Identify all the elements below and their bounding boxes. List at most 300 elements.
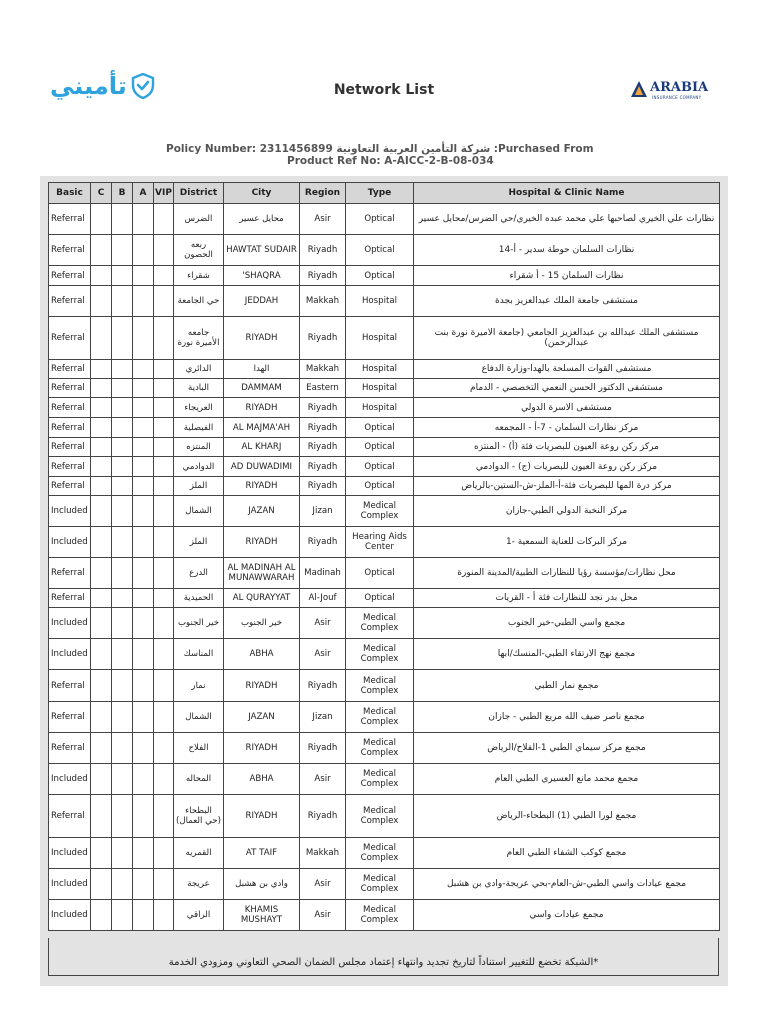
cell-b	[112, 764, 133, 795]
cell-a	[133, 838, 154, 869]
cell-city: RIYADH	[224, 733, 300, 764]
cell-hospital-name: مركز ركن روعة العيون للبصريات (ج) - الدوادمي	[414, 457, 720, 477]
cell-b	[112, 266, 133, 286]
cell-city: محايل عسير	[224, 204, 300, 235]
table-row	[49, 558, 720, 589]
cell-hospital-name: مجمع نمار الطبي	[414, 670, 720, 702]
col-b: B	[112, 183, 133, 204]
cell-district: الراقي	[174, 900, 224, 931]
table-row	[49, 457, 720, 477]
cell-vip	[154, 204, 174, 235]
cell-type: Optical	[346, 418, 414, 438]
cell-region: Riyadh	[300, 398, 346, 418]
cell-c	[91, 398, 112, 418]
cell-city: JAZAN	[224, 496, 300, 527]
cell-c	[91, 317, 112, 360]
cell-type: Optical	[346, 477, 414, 496]
cell-b	[112, 496, 133, 527]
cell-a	[133, 764, 154, 795]
cell-basic: Included	[49, 639, 91, 670]
cell-region: Asir	[300, 869, 346, 900]
cell-basic: Referral	[49, 317, 91, 360]
arabia-brand: ARABIA	[650, 80, 709, 95]
col-district: District	[174, 183, 224, 204]
cell-city: AL MADINAH AL MUNAWWARAH	[224, 558, 300, 589]
product-ref-line: Product Ref No: A-AICC-2-B-08-034	[287, 155, 494, 167]
cell-vip	[154, 702, 174, 733]
cell-hospital-name: مجمع عيادات واسي الطبي-ش-العام-بحي عريجة-وادي بن هشبل	[414, 869, 720, 900]
cell-district: الدوادمي	[174, 457, 224, 477]
table-row	[49, 204, 720, 235]
cell-region: Riyadh	[300, 235, 346, 266]
cell-a	[133, 379, 154, 398]
cell-district: الحميدية	[174, 589, 224, 608]
cell-hospital-name: محل نظارات/مؤسسة رؤيا للنظارات الطبية/المدينة المنورة	[414, 558, 720, 589]
cell-type: Optical	[346, 457, 414, 477]
cell-city: SHAQRA'	[224, 266, 300, 286]
cell-c	[91, 418, 112, 438]
cell-city: AL MAJMA'AH	[224, 418, 300, 438]
cell-region: Riyadh	[300, 733, 346, 764]
cell-c	[91, 477, 112, 496]
cell-district: الفيصلية	[174, 418, 224, 438]
cell-type: Hospital	[346, 317, 414, 360]
cell-basic: Referral	[49, 438, 91, 457]
cell-district: البطحاء (حي العمال)	[174, 795, 224, 838]
cell-c	[91, 457, 112, 477]
cell-a	[133, 558, 154, 589]
cell-district: جامعه الأميرة نورة	[174, 317, 224, 360]
cell-a	[133, 438, 154, 457]
table-row	[49, 266, 720, 286]
table-row	[49, 900, 720, 931]
cell-district: المحاله	[174, 764, 224, 795]
cell-type: Medical Complex	[346, 795, 414, 838]
table-row	[49, 733, 720, 764]
cell-type: Hospital	[346, 379, 414, 398]
cell-district: نمار	[174, 670, 224, 702]
cell-hospital-name: مجمع واسي الطبي-خير الجنوب	[414, 608, 720, 639]
cell-basic: Referral	[49, 558, 91, 589]
cell-type: Optical	[346, 438, 414, 457]
cell-b	[112, 286, 133, 317]
cell-c	[91, 235, 112, 266]
cell-basic: Included	[49, 869, 91, 900]
cell-hospital-name: مجمع نهج الارتقاء الطبي-المنسك/ابها	[414, 639, 720, 670]
table-row	[49, 670, 720, 702]
cell-hospital-name: محل بدر نجد للنظارات فئة أ - القريات	[414, 589, 720, 608]
cell-b	[112, 589, 133, 608]
table-row	[49, 379, 720, 398]
cell-c	[91, 266, 112, 286]
cell-a	[133, 418, 154, 438]
cell-basic: Referral	[49, 702, 91, 733]
cell-region: Asir	[300, 204, 346, 235]
cell-vip	[154, 235, 174, 266]
cell-vip	[154, 317, 174, 360]
cell-type: Hospital	[346, 398, 414, 418]
cell-basic: Referral	[49, 235, 91, 266]
table-row	[49, 838, 720, 869]
cell-c	[91, 764, 112, 795]
cell-region: Madinah	[300, 558, 346, 589]
cell-b	[112, 900, 133, 931]
cell-hospital-name: مركز البركات للعناية السمعية -1	[414, 527, 720, 558]
cell-city: HAWTAT SUDAIR	[224, 235, 300, 266]
cell-vip	[154, 266, 174, 286]
table-row	[49, 235, 720, 266]
cell-vip	[154, 398, 174, 418]
cell-district: الشمال	[174, 496, 224, 527]
cell-hospital-name: مركز ركن روعة العيون للبصريات فئة (أ) - المنتزه	[414, 438, 720, 457]
cell-basic: Referral	[49, 286, 91, 317]
cell-vip	[154, 457, 174, 477]
cell-region: Riyadh	[300, 477, 346, 496]
cell-vip	[154, 527, 174, 558]
cell-basic: Referral	[49, 457, 91, 477]
cell-city: JAZAN	[224, 702, 300, 733]
table-header-row	[49, 183, 720, 204]
cell-region: Riyadh	[300, 317, 346, 360]
cell-vip	[154, 608, 174, 639]
table-row	[49, 418, 720, 438]
cell-vip	[154, 795, 174, 838]
col-vip: VIP	[154, 183, 174, 204]
cell-city: AL QURAYYAT	[224, 589, 300, 608]
cell-district: الملز	[174, 527, 224, 558]
cell-hospital-name: مستشفى القوات المسلحة بالهدا-وزارة الدفاع	[414, 360, 720, 379]
cell-basic: Referral	[49, 733, 91, 764]
arabia-logo	[630, 80, 720, 100]
cell-district: الدرع	[174, 558, 224, 589]
table-row	[49, 398, 720, 418]
cell-city: KHAMIS MUSHAYT	[224, 900, 300, 931]
cell-c	[91, 702, 112, 733]
table-row	[49, 438, 720, 457]
cell-basic: Included	[49, 496, 91, 527]
cell-a	[133, 317, 154, 360]
cell-vip	[154, 900, 174, 931]
cell-hospital-name: مجمع عيادات واسي	[414, 900, 720, 931]
table-row	[49, 477, 720, 496]
cell-hospital-name: مجمع مركز سيماي الطبي 1-الفلاح/الرياض	[414, 733, 720, 764]
cell-district: شقراء	[174, 266, 224, 286]
cell-type: Hospital	[346, 360, 414, 379]
cell-region: Riyadh	[300, 527, 346, 558]
cell-vip	[154, 438, 174, 457]
arabia-sub: INSURANCE COMPANY	[652, 95, 702, 100]
cell-city: RIYADH	[224, 317, 300, 360]
cell-vip	[154, 764, 174, 795]
cell-a	[133, 670, 154, 702]
table-row	[49, 286, 720, 317]
col-basic: Basic	[49, 183, 91, 204]
cell-b	[112, 733, 133, 764]
cell-a	[133, 527, 154, 558]
cell-c	[91, 438, 112, 457]
cell-b	[112, 639, 133, 670]
cell-c	[91, 360, 112, 379]
cell-b	[112, 360, 133, 379]
cell-city: RIYADH	[224, 477, 300, 496]
cell-basic: Referral	[49, 204, 91, 235]
cell-c	[91, 838, 112, 869]
cell-region: Makkah	[300, 360, 346, 379]
cell-district: الفلاح	[174, 733, 224, 764]
cell-hospital-name: مجمع كوكب الشفاء الطبي العام	[414, 838, 720, 869]
cell-b	[112, 608, 133, 639]
col-region: Region	[300, 183, 346, 204]
cell-vip	[154, 496, 174, 527]
cell-a	[133, 204, 154, 235]
cell-a	[133, 235, 154, 266]
cell-b	[112, 317, 133, 360]
cell-a	[133, 702, 154, 733]
cell-type: Medical Complex	[346, 496, 414, 527]
cell-b	[112, 477, 133, 496]
table-row	[49, 795, 720, 838]
footnote: *الشبكة تخضع للتغيير استناداً لتاريخ تجديد وانتهاء إعتماد مجلس الضمان الصحي التعاوني ومزودي الخدمة	[168, 957, 599, 968]
cell-basic: Referral	[49, 589, 91, 608]
cell-city: وادي بن هشبل	[224, 869, 300, 900]
table-row	[49, 589, 720, 608]
cell-region: Riyadh	[300, 266, 346, 286]
cell-region: Makkah	[300, 286, 346, 317]
cell-district: البادية	[174, 379, 224, 398]
cell-c	[91, 286, 112, 317]
cell-type: Optical	[346, 235, 414, 266]
cell-district: الدائري	[174, 360, 224, 379]
cell-city: RIYADH	[224, 795, 300, 838]
cell-b	[112, 438, 133, 457]
cell-hospital-name: مستشفى جامعة الملك عبدالعزيز بجدة	[414, 286, 720, 317]
cell-hospital-name: مستشفى الاسرة الدولي	[414, 398, 720, 418]
cell-a	[133, 398, 154, 418]
cell-district: عريجة	[174, 869, 224, 900]
cell-b	[112, 457, 133, 477]
cell-basic: Included	[49, 900, 91, 931]
cell-b	[112, 204, 133, 235]
table-row	[49, 317, 720, 360]
cell-c	[91, 589, 112, 608]
col-c: C	[91, 183, 112, 204]
cell-region: Makkah	[300, 838, 346, 869]
cell-b	[112, 838, 133, 869]
cell-district: خير الجنوب	[174, 608, 224, 639]
cell-region: Jizan	[300, 702, 346, 733]
cell-c	[91, 608, 112, 639]
cell-vip	[154, 360, 174, 379]
cell-hospital-name: مستشفى الدكتور الحسن النعمي التخصصي - الدمام	[414, 379, 720, 398]
network-table	[48, 182, 720, 931]
table-row	[49, 527, 720, 558]
cell-c	[91, 527, 112, 558]
cell-type: Hearing Aids Center	[346, 527, 414, 558]
cell-b	[112, 379, 133, 398]
cell-type: Medical Complex	[346, 670, 414, 702]
cell-type: Medical Complex	[346, 639, 414, 670]
cell-a	[133, 496, 154, 527]
cell-type: Optical	[346, 589, 414, 608]
cell-region: Asir	[300, 764, 346, 795]
cell-district: الملز	[174, 477, 224, 496]
cell-city: RIYADH	[224, 527, 300, 558]
cell-a	[133, 900, 154, 931]
tameeni-logo-text: تأميني	[50, 72, 127, 100]
cell-district: العريجاء	[174, 398, 224, 418]
cell-a	[133, 733, 154, 764]
cell-b	[112, 418, 133, 438]
cell-hospital-name: مجمع لورا الطبي (1) البطحاء-الرياض	[414, 795, 720, 838]
cell-hospital-name: نظارات السلمان 15 - أ شقراء	[414, 266, 720, 286]
table-row	[49, 639, 720, 670]
cell-basic: Referral	[49, 418, 91, 438]
cell-region: Asir	[300, 639, 346, 670]
col-hospital-name: Hospital & Clinic Name	[414, 183, 720, 204]
col-a: A	[133, 183, 154, 204]
col-type: Type	[346, 183, 414, 204]
cell-region: Asir	[300, 900, 346, 931]
cell-hospital-name: مركز درة المها للبصريات فئة-أ-الملز-ش-الستين-بالرياض	[414, 477, 720, 496]
cell-vip	[154, 670, 174, 702]
cell-c	[91, 670, 112, 702]
cell-type: Medical Complex	[346, 869, 414, 900]
arabia-emblem-icon	[630, 80, 648, 98]
cell-city: RIYADH	[224, 398, 300, 418]
cell-basic: Referral	[49, 360, 91, 379]
cell-vip	[154, 418, 174, 438]
cell-region: Asir	[300, 608, 346, 639]
cell-city: ABHA	[224, 764, 300, 795]
cell-hospital-name: مركز نظارات السلمان - 7-أ - المجمعه	[414, 418, 720, 438]
cell-hospital-name: مركز النخبة الدولي الطبي-جازان	[414, 496, 720, 527]
cell-type: Medical Complex	[346, 900, 414, 931]
table-row	[49, 360, 720, 379]
cell-city: AT TAIF	[224, 838, 300, 869]
table-row	[49, 702, 720, 733]
cell-region: Riyadh	[300, 457, 346, 477]
cell-city: ABHA	[224, 639, 300, 670]
cell-vip	[154, 477, 174, 496]
cell-hospital-name: مستشفى الملك عبدالله بن عبدالعزيز الجامعي (جامعة الاميرة نورة بنت عبدالرحمن)	[414, 317, 720, 360]
cell-basic: Referral	[49, 379, 91, 398]
cell-a	[133, 360, 154, 379]
cell-type: Medical Complex	[346, 733, 414, 764]
policy-number-line: Policy Number: 2311456899 شركة التأمين العربية التعاونية :Purchased From	[166, 143, 594, 155]
cell-basic: Referral	[49, 477, 91, 496]
cell-city: JEDDAH	[224, 286, 300, 317]
cell-district: حي الجامعة	[174, 286, 224, 317]
cell-c	[91, 558, 112, 589]
cell-b	[112, 869, 133, 900]
cell-basic: Included	[49, 527, 91, 558]
cell-basic: Referral	[49, 670, 91, 702]
cell-region: Riyadh	[300, 795, 346, 838]
cell-basic: Included	[49, 608, 91, 639]
cell-hospital-name: مجمع محمد مانع العسيري الطبي العام	[414, 764, 720, 795]
cell-district: المنتزه	[174, 438, 224, 457]
cell-a	[133, 795, 154, 838]
cell-type: Optical	[346, 204, 414, 235]
cell-district: المناسك	[174, 639, 224, 670]
cell-district: الشمال	[174, 702, 224, 733]
cell-a	[133, 608, 154, 639]
cell-region: Riyadh	[300, 670, 346, 702]
cell-vip	[154, 639, 174, 670]
cell-c	[91, 869, 112, 900]
cell-city: DAMMAM	[224, 379, 300, 398]
cell-basic: Included	[49, 764, 91, 795]
cell-type: Medical Complex	[346, 608, 414, 639]
cell-type: Medical Complex	[346, 764, 414, 795]
cell-c	[91, 639, 112, 670]
table-row	[49, 764, 720, 795]
cell-region: Riyadh	[300, 418, 346, 438]
cell-city: AL KHARJ	[224, 438, 300, 457]
cell-b	[112, 795, 133, 838]
cell-hospital-name: نظارات السلمان حوطة سدير - أ-14	[414, 235, 720, 266]
cell-vip	[154, 869, 174, 900]
cell-b	[112, 398, 133, 418]
cell-c	[91, 900, 112, 931]
table-row	[49, 496, 720, 527]
cell-c	[91, 733, 112, 764]
cell-vip	[154, 838, 174, 869]
cell-a	[133, 589, 154, 608]
cell-a	[133, 266, 154, 286]
cell-c	[91, 204, 112, 235]
cell-vip	[154, 286, 174, 317]
cell-district: ربعه الحصون	[174, 235, 224, 266]
cell-a	[133, 457, 154, 477]
cell-c	[91, 496, 112, 527]
cell-region: Al-Jouf	[300, 589, 346, 608]
cell-region: Jizan	[300, 496, 346, 527]
cell-a	[133, 477, 154, 496]
cell-b	[112, 527, 133, 558]
cell-district: الضرس	[174, 204, 224, 235]
cell-city: AD DUWADIMI	[224, 457, 300, 477]
cell-district: القمريه	[174, 838, 224, 869]
table-row	[49, 608, 720, 639]
cell-type: Optical	[346, 266, 414, 286]
cell-a	[133, 639, 154, 670]
cell-hospital-name: نظارات علي الخيري لصاحبها علي محمد عبده الخيري/حي الضرس/محايل عسير	[414, 204, 720, 235]
cell-vip	[154, 589, 174, 608]
cell-basic: Referral	[49, 795, 91, 838]
page-title: Network List	[333, 82, 435, 98]
cell-hospital-name: مجمع ناصر ضيف الله مريع الطبي - جازان	[414, 702, 720, 733]
cell-basic: Included	[49, 838, 91, 869]
col-city: City	[224, 183, 300, 204]
page-header	[0, 0, 768, 140]
cell-b	[112, 702, 133, 733]
cell-a	[133, 869, 154, 900]
cell-city: RIYADH	[224, 670, 300, 702]
cell-region: Eastern	[300, 379, 346, 398]
cell-city: الهدا	[224, 360, 300, 379]
cell-c	[91, 795, 112, 838]
cell-type: Optical	[346, 558, 414, 589]
cell-basic: Referral	[49, 398, 91, 418]
cell-b	[112, 558, 133, 589]
cell-b	[112, 235, 133, 266]
cell-b	[112, 670, 133, 702]
cell-c	[91, 379, 112, 398]
cell-a	[133, 286, 154, 317]
cell-vip	[154, 558, 174, 589]
table-row	[49, 869, 720, 900]
